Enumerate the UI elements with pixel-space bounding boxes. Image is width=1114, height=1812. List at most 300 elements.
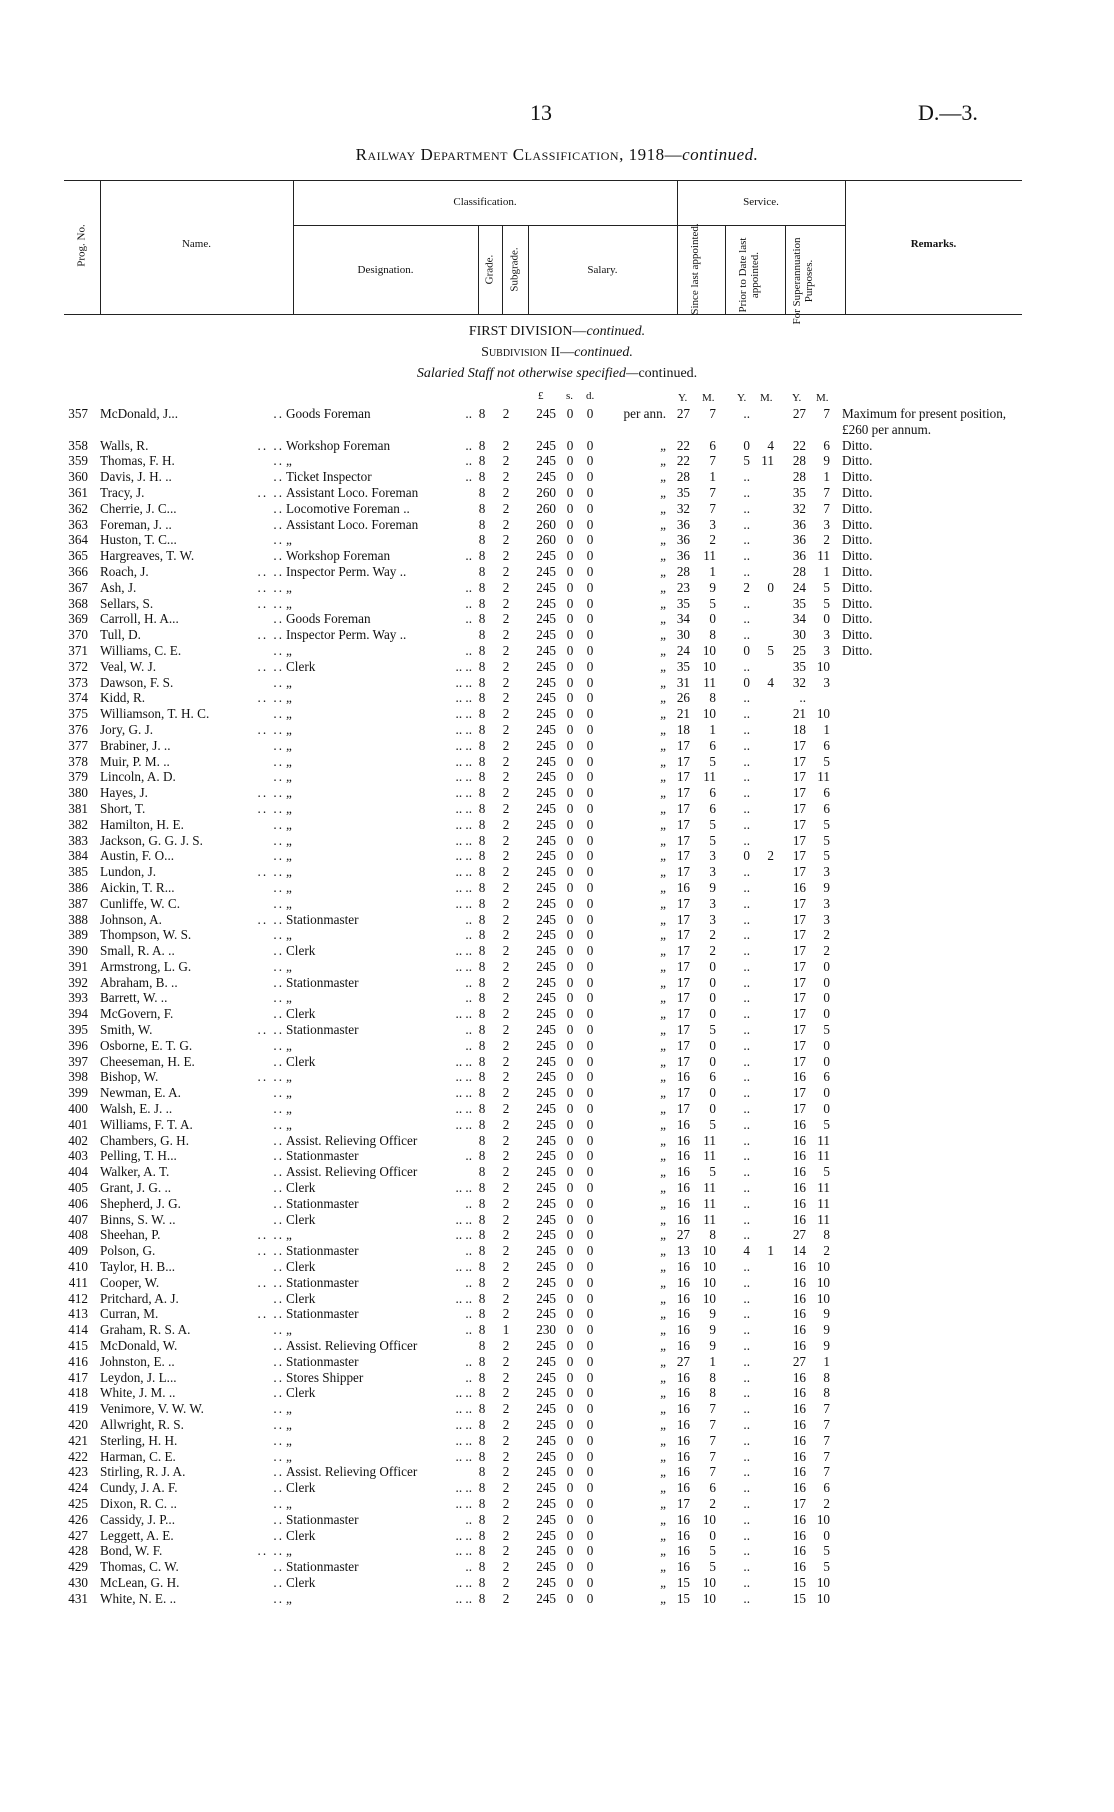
table-row — [0, 1006, 1114, 1022]
prior-years: .. — [743, 1116, 750, 1132]
super-months: 10 — [816, 1290, 830, 1306]
since-years: 17 — [676, 927, 690, 943]
prior-years: .. — [743, 1132, 750, 1148]
salary-shillings: 0 — [566, 516, 574, 532]
designation: Assist. Relieving Officer — [286, 1132, 418, 1148]
designation: „ — [286, 1495, 292, 1511]
staff-name: Cassidy, J. P... — [100, 1511, 175, 1527]
since-months: 6 — [709, 800, 716, 816]
since-years: 17 — [676, 1101, 690, 1117]
subgrade: 2 — [502, 453, 510, 469]
super-years: 16 — [792, 1148, 806, 1164]
prior-years: .. — [743, 927, 750, 943]
salary-period: „ — [660, 1464, 666, 1480]
grade: 8 — [478, 1116, 486, 1132]
since-years: 15 — [676, 1590, 690, 1606]
header-service: Service. — [743, 196, 779, 208]
super-years: 17 — [792, 832, 806, 848]
prior-years: .. — [743, 753, 750, 769]
grade: 8 — [478, 406, 486, 421]
salary-shillings: 0 — [566, 895, 574, 911]
prog-no: 379 — [68, 769, 88, 785]
prog-no: 368 — [68, 595, 88, 611]
staff-name: Binns, S. W. .. — [100, 1211, 176, 1227]
staff-name: Harman, C. E. — [100, 1448, 176, 1464]
since-years: 17 — [676, 785, 690, 801]
prog-no: 402 — [68, 1132, 88, 1148]
subgrade: 2 — [502, 911, 510, 927]
staff-name: Roach, J. — [100, 563, 149, 579]
salary-period: „ — [660, 611, 666, 627]
prior-years: .. — [743, 1101, 750, 1117]
super-months: 3 — [823, 627, 830, 643]
staff-name: Polson, G. — [100, 1243, 156, 1259]
super-years: 16 — [792, 1211, 806, 1227]
super-months: 0 — [823, 1101, 830, 1117]
designation: „ — [286, 1432, 292, 1448]
designation-leader-dots: .. — [465, 437, 472, 453]
prior-years: .. — [743, 1369, 750, 1385]
super-years: 17 — [792, 785, 806, 801]
table-row — [0, 1306, 1114, 1322]
salary-period: „ — [660, 785, 666, 801]
header-subgrade: Subgrade. — [508, 247, 521, 292]
salary-shillings: 0 — [566, 943, 574, 959]
salary-shillings: 0 — [566, 595, 574, 611]
prog-no: 378 — [68, 753, 88, 769]
super-years: 35 — [792, 658, 806, 674]
salary-pence: 0 — [586, 469, 594, 485]
designation-leader-dots: .. — [465, 579, 472, 595]
staff-name: Carroll, H. A... — [100, 611, 179, 627]
salary-period: „ — [660, 737, 666, 753]
prog-no: 431 — [68, 1590, 88, 1606]
table-row — [0, 1496, 1114, 1512]
header-prior-to-date: Prior to Date last appointed. — [737, 237, 761, 313]
prog-no: 391 — [68, 958, 88, 974]
super-years: 32 — [792, 500, 806, 516]
leader-dots: .. — [273, 1574, 284, 1590]
salary-shillings: 0 — [566, 927, 574, 943]
since-months: 0 — [709, 958, 716, 974]
prior-years: .. — [743, 1306, 750, 1322]
leader-dots: .. — [273, 1590, 284, 1606]
since-months: 5 — [709, 595, 716, 611]
designation-leader-dots: .. .. — [455, 1085, 472, 1101]
header-name: Name. — [181, 238, 211, 250]
prog-no: 389 — [68, 927, 88, 943]
grade: 8 — [478, 1037, 486, 1053]
prior-years: .. — [743, 532, 750, 548]
designation: „ — [286, 642, 292, 658]
prog-no: 361 — [68, 484, 88, 500]
header-top-rule — [64, 180, 1022, 181]
unit-years: Y. — [792, 392, 802, 404]
prior-years: .. — [743, 1180, 750, 1196]
since-months: 11 — [703, 548, 716, 564]
prior-years: .. — [743, 990, 750, 1006]
salary-pence: 0 — [586, 864, 594, 880]
subgrade: 1 — [502, 1322, 510, 1338]
since-months: 10 — [702, 1259, 716, 1275]
super-months: 7 — [823, 484, 830, 500]
salary-pounds: 245 — [536, 706, 556, 722]
prior-years: .. — [743, 1037, 750, 1053]
salary-pence: 0 — [586, 848, 594, 864]
salary-shillings: 0 — [566, 753, 574, 769]
super-years: 27 — [792, 1353, 806, 1369]
salary-pence: 0 — [586, 1306, 594, 1322]
salary-period: „ — [660, 864, 666, 880]
subgrade: 2 — [502, 800, 510, 816]
salary-period: „ — [660, 769, 666, 785]
since-months: 7 — [709, 453, 716, 469]
salary-pounds: 245 — [536, 1116, 556, 1132]
salary-pounds: 245 — [536, 1164, 556, 1180]
prog-no: 377 — [68, 737, 88, 753]
prior-years: .. — [743, 1417, 750, 1432]
designation: Clerk — [286, 1574, 316, 1590]
salary-period: „ — [660, 437, 666, 453]
salary-pounds: 245 — [536, 548, 556, 564]
table-row — [0, 880, 1114, 896]
prog-no: 384 — [68, 848, 88, 864]
since-months: 3 — [709, 895, 716, 911]
designation-leader-dots: .. — [465, 927, 472, 943]
salary-pounds: 245 — [536, 1069, 556, 1085]
staff-name: Williams, F. T. A. — [100, 1116, 193, 1132]
salary-pence: 0 — [586, 1527, 594, 1543]
salary-pounds: 245 — [536, 1259, 556, 1275]
super-years: 16 — [792, 1116, 806, 1132]
salary-shillings: 0 — [566, 1243, 574, 1259]
salary-pounds: 245 — [536, 627, 556, 643]
leader-dots: .. — [273, 1448, 284, 1464]
designation: Locomotive Foreman .. — [286, 500, 410, 516]
prog-no: 408 — [68, 1227, 88, 1243]
since-years: 28 — [676, 563, 690, 579]
salary-shillings: 0 — [566, 1369, 574, 1385]
since-months: 5 — [709, 1022, 716, 1038]
prior-years: .. — [743, 1259, 750, 1275]
since-months: 10 — [702, 706, 716, 722]
prior-years: .. — [743, 816, 750, 832]
since-months: 1 — [709, 469, 716, 485]
since-months: 2 — [709, 927, 716, 943]
salary-pence: 0 — [586, 1511, 594, 1527]
staff-name: Cunliffe, W. C. — [100, 895, 180, 911]
prog-no: 404 — [68, 1164, 88, 1180]
salary-period: „ — [660, 1037, 666, 1053]
since-years: 17 — [676, 1037, 690, 1053]
remarks: Ditto. — [842, 437, 873, 453]
designation: „ — [286, 721, 292, 737]
designation: „ — [286, 958, 292, 974]
grade: 8 — [478, 990, 486, 1006]
table-row — [0, 1512, 1114, 1528]
designation: „ — [286, 990, 292, 1006]
salary-period: „ — [660, 706, 666, 722]
leader-dots: .. .. — [257, 563, 284, 579]
salary-shillings: 0 — [566, 1590, 574, 1606]
salary-pence: 0 — [586, 895, 594, 911]
since-months: 10 — [702, 1511, 716, 1527]
table-row — [0, 706, 1114, 722]
designation: „ — [286, 1448, 292, 1464]
leader-dots: .. .. — [257, 1243, 284, 1259]
prog-no: 403 — [68, 1148, 88, 1164]
table-row — [0, 1370, 1114, 1386]
table-row — [0, 1385, 1114, 1401]
salary-period: „ — [660, 563, 666, 579]
division-main: FIRST DIVISION— — [468, 324, 587, 339]
subgrade: 2 — [502, 1053, 510, 1069]
since-years: 16 — [676, 1401, 690, 1417]
designation-leader-dots: .. — [465, 1274, 472, 1290]
salary-period: „ — [660, 879, 666, 895]
salary-period: „ — [660, 1480, 666, 1496]
leader-dots: .. .. — [257, 1069, 284, 1085]
prog-no: 412 — [68, 1290, 88, 1306]
designation: „ — [286, 1069, 292, 1085]
super-months: 5 — [823, 1116, 830, 1132]
salary-period: „ — [660, 927, 666, 943]
salary-pence: 0 — [586, 737, 594, 753]
staff-name: Tracy, J. — [100, 484, 145, 500]
since-months: 8 — [709, 1385, 716, 1401]
leader-dots: .. — [273, 674, 284, 690]
staff-name: White, J. M. .. — [100, 1385, 176, 1401]
table-row — [0, 517, 1114, 533]
prior-years: 0 — [743, 848, 750, 864]
designation: „ — [286, 800, 292, 816]
remarks: Ditto. — [842, 500, 873, 516]
super-months: 8 — [823, 1385, 830, 1401]
subgrade: 2 — [502, 1417, 510, 1432]
salary-period: „ — [660, 1322, 666, 1338]
super-years: 17 — [792, 816, 806, 832]
table-row — [0, 1401, 1114, 1417]
table-row — [0, 485, 1114, 501]
salary-pence: 0 — [586, 1069, 594, 1085]
prior-years: .. — [743, 627, 750, 643]
subgrade: 2 — [502, 879, 510, 895]
staff-name: Sheehan, P. — [100, 1227, 161, 1243]
salary-shillings: 0 — [566, 563, 574, 579]
salary-shillings: 0 — [566, 958, 574, 974]
super-months: 0 — [823, 1085, 830, 1101]
super-years: 17 — [792, 1495, 806, 1511]
prog-no: 365 — [68, 548, 88, 564]
since-years: 16 — [676, 1132, 690, 1148]
super-years: 16 — [792, 1527, 806, 1543]
grade: 8 — [478, 1480, 486, 1496]
salary-period: „ — [660, 1511, 666, 1527]
prior-years: .. — [743, 1574, 750, 1590]
designation-leader-dots: .. .. — [455, 674, 472, 690]
table-row — [0, 1022, 1114, 1038]
salary-shillings: 0 — [566, 1338, 574, 1354]
table-row — [0, 1291, 1114, 1307]
super-years: 27 — [792, 1227, 806, 1243]
prog-no: 360 — [68, 469, 88, 485]
prog-no: 362 — [68, 500, 88, 516]
prior-years: .. — [743, 737, 750, 753]
salary-pounds: 245 — [536, 1448, 556, 1464]
salary-pence: 0 — [586, 1022, 594, 1038]
designation: „ — [286, 895, 292, 911]
table-row — [0, 611, 1114, 627]
prior-years: .. — [743, 658, 750, 674]
staff-name: Cheeseman, H. E. — [100, 1053, 195, 1069]
super-years: 17 — [792, 911, 806, 927]
designation: Assistant Loco. Foreman — [286, 484, 419, 500]
grade: 8 — [478, 1574, 486, 1590]
table-row — [0, 1212, 1114, 1228]
since-years: 16 — [676, 1385, 690, 1401]
salary-pounds: 245 — [536, 611, 556, 627]
designation-leader-dots: .. — [465, 1322, 472, 1338]
prior-years: .. — [743, 1480, 750, 1496]
salary-pence: 0 — [586, 690, 594, 706]
subgrade: 2 — [502, 958, 510, 974]
salary-period: „ — [660, 1180, 666, 1196]
salary-pence: 0 — [586, 1290, 594, 1306]
prog-no: 380 — [68, 785, 88, 801]
since-months: 9 — [709, 1322, 716, 1338]
table-row — [0, 1322, 1114, 1338]
super-months: 5 — [823, 1164, 830, 1180]
table-row — [0, 1164, 1114, 1180]
prior-years: .. — [743, 1195, 750, 1211]
leader-dots: .. .. — [257, 658, 284, 674]
table-row — [0, 1243, 1114, 1259]
leader-dots: .. — [273, 1401, 284, 1417]
since-months: 9 — [709, 579, 716, 595]
super-years: 16 — [792, 1132, 806, 1148]
grade: 8 — [478, 1243, 486, 1259]
staff-name: Curran, M. — [100, 1306, 159, 1322]
staff-name: Kidd, R. — [100, 690, 146, 706]
super-years: 17 — [792, 1053, 806, 1069]
salary-pounds: 245 — [536, 469, 556, 485]
prog-no: 416 — [68, 1353, 88, 1369]
table-row — [0, 1133, 1114, 1149]
table-row — [0, 1038, 1114, 1054]
table-row — [0, 1528, 1114, 1544]
leader-dots: .. — [273, 1290, 284, 1306]
designation-leader-dots: .. — [465, 1243, 472, 1259]
staff-name: Thomas, C. W. — [100, 1559, 179, 1575]
designation-leader-dots: .. — [465, 611, 472, 627]
salary-pence: 0 — [586, 958, 594, 974]
super-years: 18 — [792, 721, 806, 737]
since-years: 21 — [676, 706, 690, 722]
designation: Stationmaster — [286, 1022, 359, 1038]
prog-no: 429 — [68, 1559, 88, 1575]
prior-years: .. — [743, 469, 750, 485]
salary-pence: 0 — [586, 1053, 594, 1069]
super-years: 16 — [792, 1480, 806, 1496]
subgrade: 2 — [502, 706, 510, 722]
salary-period: „ — [660, 1432, 666, 1448]
prior-years: .. — [743, 1543, 750, 1559]
since-years: 16 — [676, 1511, 690, 1527]
unit-pence: d. — [586, 390, 595, 402]
salary-period: „ — [660, 1448, 666, 1464]
salary-pounds: 245 — [536, 1101, 556, 1117]
salary-pence: 0 — [586, 706, 594, 722]
since-months: 9 — [709, 879, 716, 895]
super-months: 2 — [823, 1243, 830, 1259]
since-years: 17 — [676, 864, 690, 880]
super-years: 17 — [792, 943, 806, 959]
remarks: Ditto. — [842, 516, 873, 532]
subgrade: 2 — [502, 611, 510, 627]
subgrade: 2 — [502, 1290, 510, 1306]
designation-leader-dots: .. .. — [455, 753, 472, 769]
super-years: 16 — [792, 1385, 806, 1401]
since-months: 3 — [709, 911, 716, 927]
staff-name: Muir, P. M. .. — [100, 753, 170, 769]
since-months: 11 — [703, 769, 716, 785]
staff-name: Newman, E. A. — [100, 1085, 181, 1101]
salary-pence: 0 — [586, 974, 594, 990]
salary-pence: 0 — [586, 1227, 594, 1243]
salary-pence: 0 — [586, 1180, 594, 1196]
grade: 8 — [478, 879, 486, 895]
since-months: 11 — [703, 674, 716, 690]
salary-pence: 0 — [586, 595, 594, 611]
prior-years: .. — [743, 1211, 750, 1227]
grade: 8 — [478, 1369, 486, 1385]
super-years: 32 — [792, 674, 806, 690]
table-row — [0, 1464, 1114, 1480]
salary-pence: 0 — [586, 785, 594, 801]
salary-shillings: 0 — [566, 1259, 574, 1275]
prior-years: .. — [743, 1385, 750, 1401]
designation: Stationmaster — [286, 1195, 359, 1211]
staff-name: Sterling, H. H. — [100, 1432, 178, 1448]
staff-name: Smith, W. — [100, 1022, 153, 1038]
subgrade: 2 — [502, 1116, 510, 1132]
super-months: 11 — [817, 1132, 830, 1148]
classification-rule — [293, 225, 677, 226]
salary-pence: 0 — [586, 1164, 594, 1180]
since-years: 16 — [676, 1164, 690, 1180]
grade: 8 — [478, 1259, 486, 1275]
salary-period: „ — [660, 1353, 666, 1369]
salary-period: „ — [660, 579, 666, 595]
leader-dots: .. .. — [257, 1274, 284, 1290]
salary-shillings: 0 — [566, 1274, 574, 1290]
prior-years: .. — [743, 1527, 750, 1543]
leader-dots: .. — [273, 1195, 284, 1211]
salary-pounds: 260 — [536, 500, 556, 516]
prog-no: 406 — [68, 1195, 88, 1211]
prior-years: .. — [743, 706, 750, 722]
designation-leader-dots: .. .. — [455, 800, 472, 816]
subgrade: 2 — [502, 1022, 510, 1038]
prog-no: 414 — [68, 1322, 88, 1338]
super-years: 17 — [792, 753, 806, 769]
super-years: 16 — [792, 1511, 806, 1527]
salary-pounds: 245 — [536, 737, 556, 753]
salary-pence: 0 — [586, 1006, 594, 1022]
subgrade: 2 — [502, 1543, 510, 1559]
leader-dots: .. — [273, 1480, 284, 1496]
salary-pounds: 245 — [536, 1006, 556, 1022]
